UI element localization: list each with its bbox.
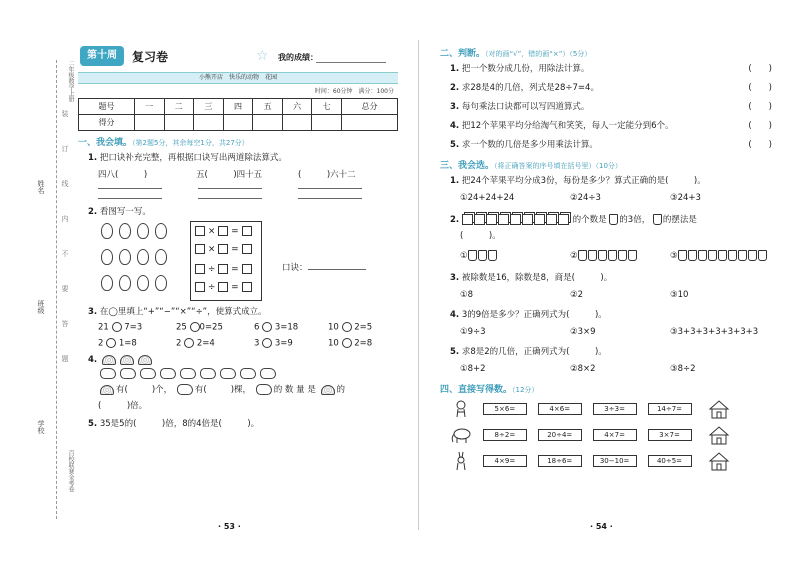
judge-item [440,100,780,114]
question-text: 看图写一写。 [99,207,151,217]
q4-text: 有( [194,385,207,395]
cylinder-icon [708,250,717,261]
cylinder-icon [598,250,607,261]
score-table-header-row [79,99,398,115]
operand: 2=4 [196,338,215,348]
option-label: ① [460,251,468,261]
page-number: · 54 · [590,522,613,531]
mushroom-icon [102,355,116,365]
question-number: 1. [88,153,98,163]
mental-math-row [440,451,780,471]
mushroom-icon [100,385,114,395]
op-sign: = [231,282,239,293]
section-4-title [440,382,780,395]
q3-item [98,338,176,349]
choice-option[interactable] [460,249,570,263]
q3-item [176,338,254,349]
operator-circle[interactable] [106,338,116,348]
koujue-field[interactable] [308,269,366,270]
equation-row [195,264,252,275]
op-sign: ÷ [207,264,216,275]
star-icon: ☆ [256,48,269,64]
tree-icon [260,368,276,379]
choice-options [440,191,780,205]
cube-icon [522,214,533,225]
section-1-note: （第2题5分，其余每空1分，共27分） [132,139,249,147]
score-input-cell[interactable] [194,115,224,131]
op-sign: × [207,244,216,255]
judge-paren[interactable]: ( ) [748,140,772,150]
cylinder-icon [628,250,637,261]
choice-question [440,174,780,188]
question-text: 把一个数分成几份，用除法计算。 [461,64,590,74]
operand: 3=9 [274,338,293,348]
op-sign: = [231,244,239,255]
math-box[interactable]: 5×6= [483,403,527,415]
mental-math-row [440,399,780,419]
math-box[interactable]: 14÷7= [648,403,692,415]
answer-box[interactable] [242,226,252,236]
mushroom-icon [138,355,152,365]
question-number: 2. [450,83,460,93]
question-1-5 [78,417,398,431]
math-box[interactable]: 4×6= [538,403,582,415]
question-1-1 [78,151,398,165]
q1-answer-lines [78,188,398,189]
question-number: 4. [450,121,460,131]
answer-box[interactable] [242,264,252,274]
tree-row [78,368,398,379]
op-sign: = [231,226,239,237]
answer-line[interactable] [198,188,262,189]
choice-option[interactable] [670,249,768,263]
judge-paren[interactable]: ( ) [748,121,772,131]
week-badge: 第十周 [80,46,124,66]
question-text[interactable]: 求8是2的几倍，正确列式为( )。 [461,347,607,357]
tree-icon [100,368,116,379]
tree-icon [140,368,156,379]
question-number: 3. [88,307,98,317]
math-box[interactable]: 3÷3= [593,403,637,415]
math-box[interactable]: 30−10= [593,455,637,467]
tree-icon [177,384,193,395]
question-number: 2. [450,215,460,225]
cylinder-icon [678,250,687,261]
balloon-icon [119,275,131,291]
math-box[interactable]: 20÷4= [538,429,582,441]
operand: 2 [176,338,182,348]
score-cell: 一 [134,99,164,115]
answer-box[interactable] [218,282,228,292]
operand: 25 [176,322,187,333]
q3-row [78,322,398,333]
cylinder-icon [478,250,487,261]
choice-option[interactable] [570,249,670,263]
balloon-icon [137,223,149,239]
answer-line[interactable] [98,188,162,189]
judge-item [440,138,780,152]
question-text: 的3倍， [619,215,651,225]
balloon-grid [98,223,170,301]
answer-line[interactable] [298,188,362,189]
balloon-icon [101,275,113,291]
tree-icon [240,368,256,379]
cylinder-icon [738,250,747,261]
q1-answer-lines [78,198,398,199]
cube-icon [546,214,557,225]
cylinder-icon [578,250,587,261]
page-header [78,40,398,68]
section-1-title [78,135,398,148]
cylinder-icon [688,250,697,261]
question-number: 3. [450,102,460,112]
cylinder-icon [588,250,597,261]
answer-line[interactable] [298,198,362,199]
score-cell: 五 [253,99,283,115]
op-sign: = [231,264,239,275]
judge-item [440,62,780,76]
operand: 10 [328,322,339,333]
balloon-icon [155,275,167,291]
math-box[interactable]: 18÷6= [538,455,582,467]
cube-icon [474,214,485,225]
choice-option[interactable]: ③8÷2 [670,364,696,374]
answer-box[interactable] [242,244,252,254]
choice-option[interactable]: ②2 [570,290,584,300]
name-label: 姓名 [37,180,45,194]
operand: 7=3 [124,322,143,333]
q3-item [98,322,176,333]
right-page [440,40,780,540]
mental-math-row [440,425,780,445]
elephant-icon [450,425,472,445]
op-sign: × [207,226,216,237]
q4-text: )棵， [230,385,252,395]
binding-grade-text: 二年级数学上册 [67,60,74,102]
judge-paren[interactable]: ( ) [748,64,772,74]
left-page [78,40,398,540]
choice-question [440,345,780,359]
tree-icon [180,368,196,379]
binding-brand-text: 百校联赛金考卷 [67,450,74,492]
operand: 0=25 [199,322,223,333]
question-number: 4. [88,355,98,365]
cube-icon [534,214,545,225]
judge-item [440,119,780,133]
question-number: 5. [450,347,460,357]
choice-options [440,362,780,376]
page-title: 复习卷 [132,50,169,64]
score-table-score-row [79,115,398,131]
section-2-note: （对的画“√”，错的画“×”）（5分） [485,50,592,58]
score-cell: 六 [282,99,312,115]
question-text[interactable]: 35是5的( )倍，8的4倍是( )。 [99,419,260,429]
question-number: 3. [450,273,460,283]
score-row-label: 得分 [79,115,135,131]
operand: 10 [328,338,339,348]
section-2-title [440,46,780,59]
koujue-label: 口诀： [282,263,308,273]
question-number: 4. [450,310,460,320]
score-cell: 题号 [79,99,135,115]
section-4-heading: 四、直接写得数。 [440,385,513,395]
score-cell: 总分 [342,99,398,115]
balloon-icon [137,275,149,291]
cylinder-icon [488,250,497,261]
cylinder-icon [698,250,707,261]
monkey-icon [450,399,472,419]
equation-row [195,282,252,293]
choice-options [440,325,780,339]
score-input-cell[interactable] [342,115,398,131]
balloon-icon [155,223,167,239]
cylinder-icon [618,250,627,261]
question-number: 2. [88,207,98,217]
cylinder-icon [718,250,727,261]
choice-question [440,308,780,322]
balloon-icon [101,223,113,239]
cube-icon [462,214,473,225]
math-box[interactable]: 4×9= [483,455,527,467]
q3-item [176,322,254,333]
cube-icon [558,214,569,225]
cylinder-icon [728,250,737,261]
operand: 2 [98,338,104,348]
cylinder-icon [758,250,767,261]
judge-item [440,81,780,95]
operator-circle[interactable] [190,322,200,332]
choice-option[interactable]: ③3+3+3+3+3+3+3 [670,327,759,337]
score-input-cell[interactable] [164,115,194,131]
question-number: 5. [450,140,460,150]
page-number: · 53 · [218,522,241,531]
page-divider [418,40,419,530]
score-cell: 三 [194,99,224,115]
operator-circle[interactable] [184,338,194,348]
class-label: 班级 [37,300,45,314]
choice-option[interactable]: ②8×2 [570,364,596,374]
q1-item[interactable]: 五( )四十五 [196,170,263,180]
cube-icon [510,214,521,225]
binding-dashed-line [56,60,57,519]
mushroom-icon [321,385,335,395]
judge-paren[interactable]: ( ) [748,102,772,112]
section-3-note: （将正确答案的序号填在括号里）（10分） [494,162,622,170]
q4-text: 的 [336,385,346,395]
choice-option[interactable]: ①8 [460,290,474,300]
cylinder-icon [468,250,477,261]
cube-icon [486,214,497,225]
school-label: 学校 [37,420,45,434]
operator-circle[interactable] [262,338,272,348]
operand: 1=8 [118,338,137,348]
question-text: 把12个苹果平均分给淘气和笑笑，每人一定能分到6个。 [461,121,674,131]
operator-circle[interactable] [342,338,352,348]
operand: 6 [254,322,260,333]
answer-box[interactable] [218,264,228,274]
section-1-heading: 一、我会填。 [78,138,133,148]
score-input-cell[interactable] [253,115,283,131]
score-table [78,98,398,131]
question-number: 5. [88,419,98,429]
question-1-4 [78,353,398,367]
answer-box[interactable] [195,226,205,236]
q4-text: )个， [151,385,173,395]
score-label: 我的成绩： [278,53,318,62]
cylinder-icon [608,250,617,261]
rabbit-icon [450,451,472,471]
mushroom-icon [120,355,134,365]
q1-item[interactable]: ( )六十二 [298,170,356,180]
question-text: 在◯里填上“+”“−”“×”“÷”，使算式成立。 [99,307,267,317]
score-input-cell[interactable] [282,115,312,131]
q4-line [78,383,398,397]
section-4-note: （12分） [512,386,539,394]
q4-text: 的 数 量 是 [273,385,316,395]
score-field[interactable] [316,62,386,63]
option-label: ② [570,251,578,261]
question-text: 每句乘法口诀都可以写四道算式。 [461,102,590,112]
answer-box[interactable] [242,282,252,292]
operand: 2=5 [354,322,373,333]
q2-figure [78,221,398,301]
q3-item [328,322,398,333]
question-text[interactable]: 3的9倍是多少？正确列式为( )。 [461,310,607,320]
math-box[interactable]: 40÷5= [648,455,692,467]
equation-row [195,244,252,255]
score-cell: 二 [164,99,194,115]
section-3-heading: 三、我会选。 [440,161,495,171]
choice-question [440,213,780,227]
answer-box[interactable] [195,282,205,292]
cylinder-icon [653,214,662,225]
choice-option[interactable]: ②3×9 [570,327,596,337]
question-text: 求28是4的几倍，列式是28÷7=4。 [461,83,599,93]
choice-option[interactable]: ①8+2 [460,364,486,374]
answer-line[interactable] [98,198,162,199]
q3-item [254,322,328,333]
math-box[interactable]: 4×7= [593,429,637,441]
score-cell: 四 [223,99,253,115]
choice-options [440,288,780,302]
answer-box[interactable] [195,264,205,274]
choice-question [440,271,780,285]
operator-circle[interactable] [262,322,272,332]
q3-row [78,338,398,349]
q3-2-answer[interactable]: ( )。 [460,231,501,241]
operand: 21 [98,322,109,333]
tree-icon [160,368,176,379]
choice-option[interactable]: ②24÷3 [570,193,601,203]
tree-icon [200,368,216,379]
question-text: 的摆法是 [662,215,697,225]
tree-icon [220,368,236,379]
question-text: 把口诀补充完整，再根据口诀写出两道除法算式。 [99,153,287,163]
tree-icon [256,384,272,395]
cube-icon [498,214,509,225]
question-text: 的个数是 [572,215,607,225]
house-icon [708,451,730,471]
balloon-icon [155,249,167,265]
tree-icon [120,368,136,379]
question-text[interactable]: 把24个苹果平均分成3份，每份是多少？算式正确的是( )。 [461,176,706,186]
score-input-cell[interactable] [134,115,164,131]
q4-line-2[interactable]: ( )倍。 [98,401,148,411]
question-1-2 [78,205,398,219]
choice-option[interactable]: ③10 [670,290,689,300]
section-3-title [440,158,780,171]
cylinder-icon [609,214,618,225]
balloon-icon [119,223,131,239]
question-text[interactable]: 被除数是16，除数是8，商是( )。 [461,273,613,283]
answer-box[interactable] [218,244,228,254]
question-number: 1. [450,176,460,186]
q3-item [328,338,398,349]
question-number: 1. [450,64,460,74]
math-box[interactable]: 8÷2= [483,429,527,441]
house-icon [708,425,730,445]
operand: 2=8 [354,338,373,348]
house-icon [708,399,730,419]
answer-box[interactable] [218,226,228,236]
binding-strip [0,0,78,579]
q3-item [254,338,328,349]
operand: 3=18 [274,322,299,333]
answer-line[interactable] [198,198,262,199]
equation-frame [190,221,262,301]
cylinder-icon [748,250,757,261]
section-2-heading: 二、判断。 [440,49,486,59]
score-input-cell[interactable] [312,115,342,131]
math-box[interactable]: 3×7= [648,429,692,441]
cut-text: 装订线内不要答题 [61,110,69,390]
answer-box[interactable] [195,244,205,254]
score-cell: 七 [312,99,342,115]
judge-paren[interactable]: ( ) [748,83,772,93]
operand: 3 [254,338,260,348]
q4-text: 有( [116,385,128,395]
topic-bar: 小熊开店 快乐的动物 花园 [78,72,398,84]
balloon-icon [101,249,113,265]
choice-option[interactable]: ①9÷3 [460,327,486,337]
balloon-icon [137,249,149,265]
equation-row [195,226,252,237]
option-label: ③ [670,251,678,261]
balloon-icon [119,249,131,265]
choice-option[interactable]: ①24+24+24 [460,193,515,203]
choice-option[interactable]: ③24+3 [670,193,701,203]
score-input-cell[interactable] [223,115,253,131]
op-sign: ÷ [207,282,216,293]
choice-options [440,249,780,263]
time-info: 时间：60分钟 满分：100分 [314,88,394,95]
q1-item[interactable]: 四八( ) [98,170,148,180]
question-1-3 [78,305,398,319]
operator-circle[interactable] [112,322,122,332]
question-text: 求一个数的几倍是多少用乘法计算。 [461,140,598,150]
q1-items [78,168,398,180]
operator-circle[interactable] [342,322,352,332]
koujue-row [282,261,366,273]
